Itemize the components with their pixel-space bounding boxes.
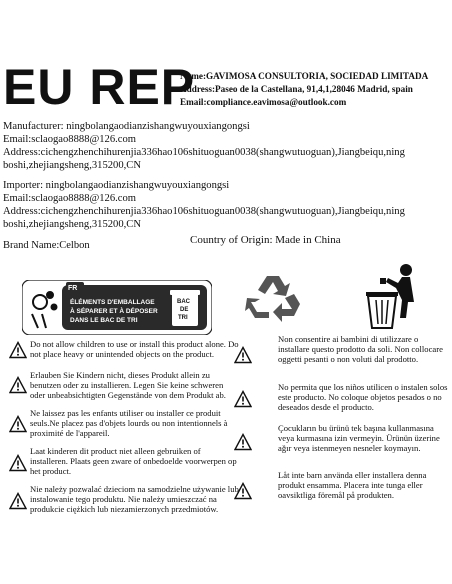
warning-text: Do not allow children to use or install this product alone. Do not place heavy or unintended objects on the product. bbox=[30, 339, 239, 359]
warning-text: Ne laissez pas les enfants utiliser ou installer ce produit seuls.Ne placez pas d'objets lourds ou non intentionnels à proximité de l'appareil. bbox=[30, 408, 228, 438]
warning-text: Erlauben Sie Kindern nicht, dieses Produkt allein zu benutzen oder zu installieren. Legen Sie keine schweren oder unbeabsichtigten Gegenstände von dem Produkt ab. bbox=[30, 370, 226, 400]
eu-rep-email: Email:compliance.eavimosa@outlook.com bbox=[180, 97, 347, 107]
importer-email: Email:sclaogao8888@126.com bbox=[3, 193, 137, 204]
triman-fr: FR bbox=[68, 285, 78, 292]
triman-line2: À SÉPARER ET À DÉPOSER bbox=[70, 308, 158, 315]
warning-item bbox=[232, 423, 452, 463]
bin-text-2: DE bbox=[180, 307, 189, 313]
warning-text: Non consentire ai bambini di utilizzare o installare questo prodotto da soli. Non collocare oggetti pesanti o non voluti dal prodotto. bbox=[278, 334, 443, 364]
manufacturer-block bbox=[3, 120, 449, 172]
warning-item bbox=[0, 370, 236, 404]
warning-icon bbox=[234, 433, 252, 451]
warning-icon bbox=[234, 482, 252, 500]
warning-item bbox=[0, 408, 236, 442]
triman-graphic bbox=[22, 280, 212, 335]
eu-rep-name: Name:GAVIMOSA CONSULTORIA, SOCIEDAD LIMITADA bbox=[180, 71, 429, 81]
manufacturer-email: Email:sclaogao8888@126.com bbox=[3, 134, 137, 145]
trash-disposal-icon bbox=[362, 262, 424, 332]
brand-name: Brand Name:Celbon bbox=[3, 240, 90, 251]
warning-text: Çocukların bu ürünü tek başına kullanmasına veya kurmasına izin vermeyin. Ürünün üzerine ağır veya istenmeyen nesneler koymayın. bbox=[278, 423, 440, 453]
warning-item bbox=[0, 484, 239, 518]
bin-text-3: TRI bbox=[178, 315, 188, 321]
recycle-icon bbox=[245, 272, 305, 324]
triman-line3: DANS LE BAC DE TRI bbox=[70, 317, 138, 324]
warning-item bbox=[0, 339, 239, 367]
warning-text: Laat kinderen dit product niet alleen gebruiken of installeren. Plaats geen zware of onbedoelde voorwerpen op het product. bbox=[30, 446, 237, 476]
manufacturer-address: Address:cichengzhenchihurenjia336hao106shituoguan0038(shangwutuoguan),Jiangbeiqu,ning boshi,zhejiangsheng,315200,CN bbox=[3, 147, 405, 171]
triman-line1: ÉLÉMENTS D'EMBALLAGE bbox=[70, 299, 155, 306]
warning-text: No permita que los niños utilicen o instalen solos este producto. No coloque objetos pesados o no deseados desde el producto. bbox=[278, 382, 448, 412]
warning-text: Låt inte barn använda eller installera denna produkt ensamma. Placera inte tunga eller oavsiktliga föremål på produkten. bbox=[278, 470, 427, 500]
warning-icon bbox=[9, 376, 27, 394]
warning-item bbox=[232, 382, 452, 416]
eu-rep-title: EU REP bbox=[3, 59, 196, 115]
warning-icon bbox=[234, 346, 252, 364]
importer-address: Address:cichengzhenchihurenjia336hao106shituoguan0038(shangwutuoguan),Jiangbeiqu,ning boshi,zhejiangsheng,315200,CN bbox=[3, 206, 405, 230]
warning-icon bbox=[9, 341, 27, 359]
manufacturer-title: Manufacturer: ningbolangaodianzishangwuyouxiangongsi bbox=[3, 121, 250, 132]
country-of-origin: Country of Origin: Made in China bbox=[190, 234, 341, 246]
bin-text-1: BAC bbox=[177, 299, 190, 305]
eu-rep-address: Address:Paseo de la Castellana, 91,4,1,28046 Madrid, spain bbox=[180, 84, 413, 94]
warning-item bbox=[232, 470, 452, 514]
warning-text: Nie należy pozwalać dzieciom na samodzielne używanie lub instalowanie tego produktu. Nie należy umieszczać na produkcie ciężkich lub niezamierzonych przedmiotów. bbox=[30, 484, 239, 514]
importer-block bbox=[3, 179, 449, 231]
warning-icon bbox=[9, 492, 27, 510]
warning-item bbox=[232, 334, 452, 376]
warning-icon bbox=[9, 454, 27, 472]
eu-rep-details bbox=[180, 70, 450, 109]
warning-icon bbox=[9, 415, 27, 433]
triman-logo bbox=[22, 280, 212, 335]
importer-title: Importer: ningbolangaodianzishangwuyouxiangongsi bbox=[3, 180, 230, 191]
sorting-bin-icon bbox=[170, 290, 200, 326]
warning-icon bbox=[234, 390, 252, 408]
warning-item bbox=[0, 446, 236, 480]
